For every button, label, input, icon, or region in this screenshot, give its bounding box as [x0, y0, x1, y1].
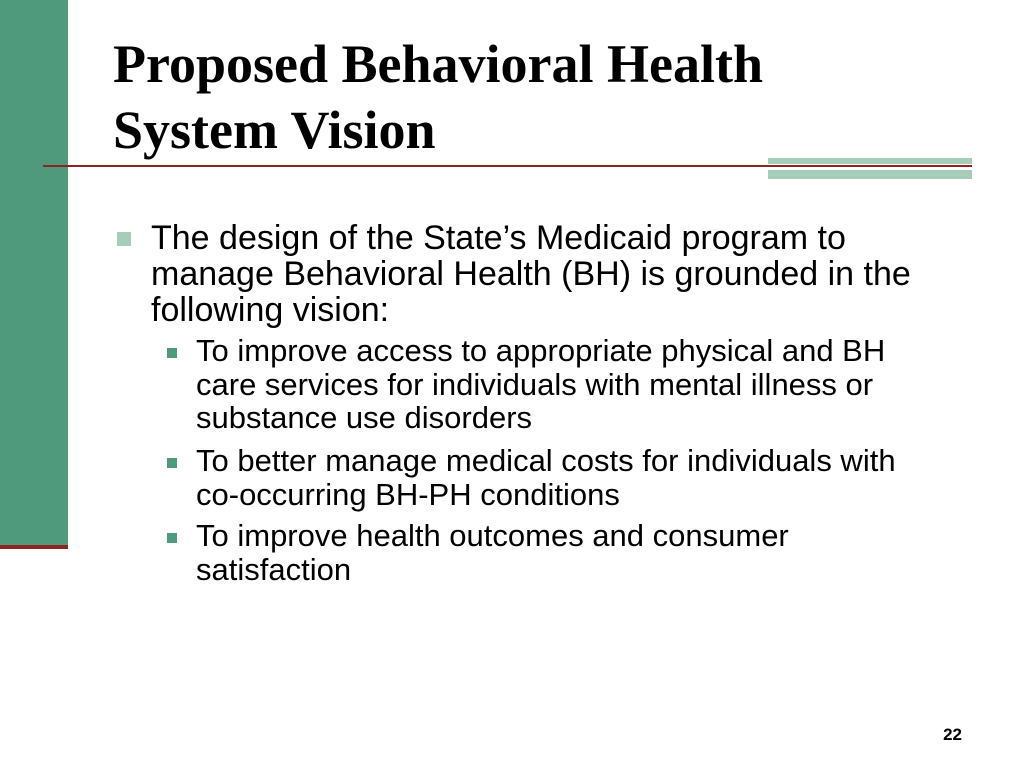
sub-bullet-point — [167, 519, 931, 586]
left-accent-bar — [0, 0, 68, 545]
square-bullet-icon — [167, 533, 177, 543]
square-bullet-icon — [167, 348, 177, 358]
square-bullet-icon — [167, 458, 177, 468]
title-accent-stripe-bottom — [768, 170, 972, 179]
main-bullet-text: The design of the State’s Medicaid program to manage Behavioral Health (BH) is grounded in the following vision: — [151, 219, 911, 329]
sub-bullet-text: To better manage medical costs for individuals with co-occurring BH-PH conditions — [196, 443, 896, 512]
sub-bullet-point — [167, 444, 931, 511]
left-bar-red-rule — [0, 545, 68, 549]
sub-bullet-text: To improve access to appropriate physical and BH care services for individuals with mental illness or substance use disorders — [196, 333, 886, 435]
sub-bullet-point — [167, 334, 931, 435]
square-bullet-icon — [117, 232, 131, 246]
main-bullet-point — [117, 220, 941, 328]
slide-title: Proposed Behavioral Health System Vision — [113, 34, 764, 160]
page-number: 22 — [943, 725, 962, 744]
sub-bullet-text: To improve health outcomes and consumer satisfaction — [196, 518, 789, 587]
title-divider-rule — [43, 165, 972, 167]
title-accent-stripe-top — [768, 158, 972, 164]
